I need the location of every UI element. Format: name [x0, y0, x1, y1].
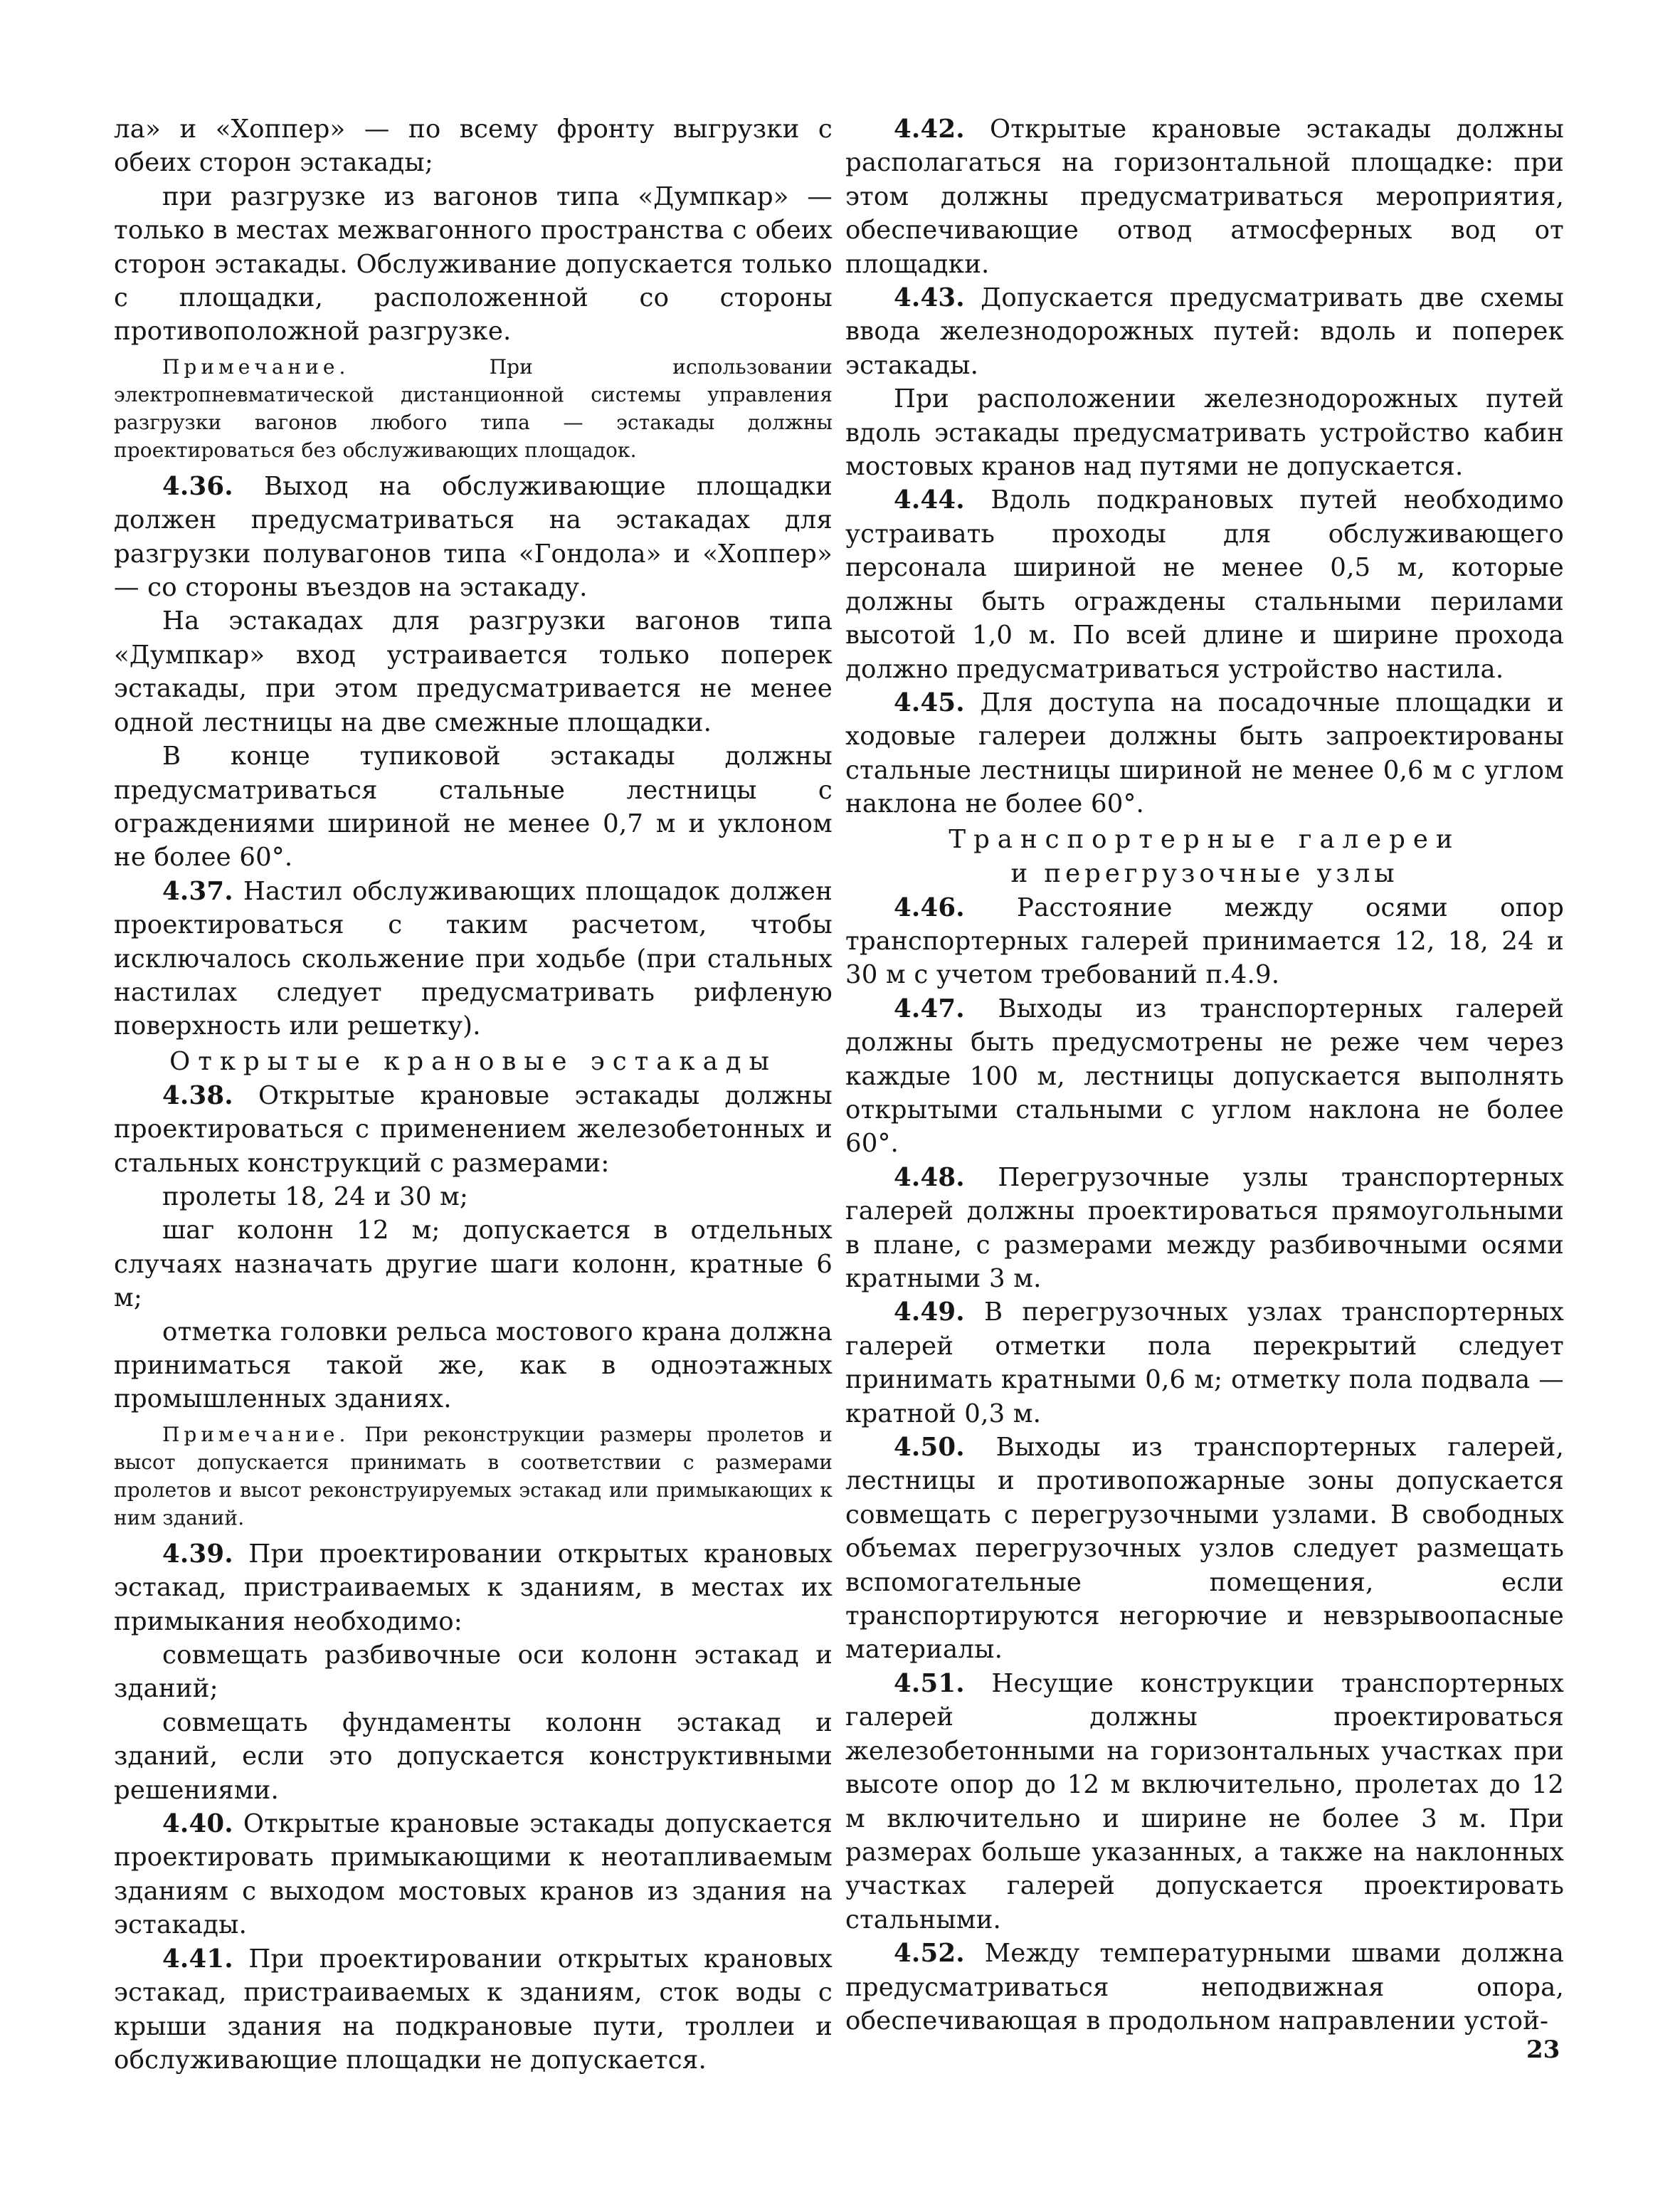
clause-number: 4.38.	[162, 1080, 233, 1110]
clause-4-43	[845, 281, 1564, 382]
clause-text: Для доступа на посадочные площадки и ходовые галереи должны быть запроектированы стальные лестницы шириной не менее 0,6 м с углом наклона не более 60°.	[845, 688, 1564, 819]
section-heading-line-1: Транспортерные галереи	[949, 824, 1461, 854]
clause-4-37	[114, 875, 833, 1043]
clause-text: При проектировании открытых крановых эстакад, пристраиваемых к зданиям, сток воды с крыши здания на подкрановые пути, троллеи и обслуживающие площадки не допускается.	[114, 1944, 833, 2075]
clause-4-40	[114, 1807, 833, 1942]
clause-4-41	[114, 1942, 833, 2078]
clause-text: Выходы из транспортерных галерей должны быть предусмотрены не реже чем через каждые 100 м, лестницы допускается выполнять открытыми стальными с углом наклона не более 60°.	[845, 994, 1564, 1159]
section-heading: Открытые крановые эстакады	[169, 1046, 777, 1076]
clause-number: 4.48.	[894, 1162, 965, 1192]
clause-number: 4.44.	[894, 485, 965, 515]
clause-4-45	[845, 686, 1564, 821]
note-text: При реконструкции размеры пролетов и высот допускается принимать в соответствии с размерами пролетов и высот реконструируемых эстакад или примыкающих к ним зданий.	[114, 1422, 833, 1530]
clause-4-39	[114, 1537, 833, 1638]
clause-text: Выход на обслуживающие площадки должен предусматриваться на эстакадах для разгрузки полувагонов типа «Гондола» и «Хоппер» — со стороны въездов на эстакаду.	[114, 471, 833, 603]
clause-text: Между температурными швами должна предусматриваться неподвижная опора, обеспечивающая в продольном направлении устой-	[845, 1939, 1564, 2036]
clause-text: Настил обслуживающих площадок должен проектироваться с таким расчетом, чтобы исключалось скольжение при ходьбе (при стальных настилах следует предусматривать рифленую поверхность или решетку).	[114, 876, 833, 1041]
clause-text: Расстояние между осями опор транспортерных галерей принимается 12, 18, 24 и 30 м с учетом требований п.4.9.	[845, 893, 1564, 990]
clause-4-51	[845, 1667, 1564, 1937]
clause-number: 4.36.	[162, 471, 233, 501]
clause-number: 4.51.	[894, 1668, 965, 1698]
paragraph: При расположении железнодорожных путей вдоль эстакады предусматривать устройство кабин мостовых кранов над путями не допускается.	[845, 384, 1564, 482]
paragraph: В конце тупиковой эстакады должны предусматриваться стальные лестницы с ограждениями шириной не менее 0,7 м и уклоном не более 60°.	[114, 742, 833, 873]
list-item: пролеты 18, 24 и 30 м;	[162, 1181, 469, 1211]
clause-text: Открытые крановые эстакады должны располагаться на горизонтальной площадке: при этом должны предусматриваться мероприятия, обеспечивающие отвод атмосферных вод от площадки.	[845, 115, 1564, 279]
list-item: шаг колонн 12 м; допускается в отдельных случаях назначать другие шаги колонн, кратные 6 м;	[114, 1216, 833, 1313]
note-label: Примечание.	[162, 1422, 350, 1446]
clause-text: В перегрузочных узлах транспортерных галерей отметки пола перекрытий следует принимать кратными 0,6 м; отметку пола подвала — кратной 0,3 м.	[845, 1297, 1564, 1428]
paragraph-continuation: ла» и «Хоппер» — по всему фронту выгрузки с обеих сторон эстакады;	[114, 115, 833, 178]
page-number: 23	[1526, 2036, 1560, 2064]
clause-4-44	[845, 483, 1564, 685]
clause-4-50	[845, 1431, 1564, 1667]
clause-number: 4.39.	[162, 1539, 233, 1569]
list-item: совмещать разбивочные оси колонн эстакад и зданий;	[114, 1641, 833, 1704]
clause-text: Вдоль подкрановых путей необходимо устраивать проходы для обслуживающего персонала шириной не менее 0,5 м, которые должны быть ограждены стальными перилами высотой 1,0 м. По всей длине и ширине прохода должно предусматриваться устройство настила.	[845, 485, 1564, 684]
clause-text: Несущие конструкции транспортерных галерей должны проектироваться железобетонными на горизонтальных участках при высоте опор до 12 м включительно, пролетах до 12 м включительно и ширине не более 3 м. При размерах больше указанных, а также на наклонных участках галерей допускается проектировать стальными.	[845, 1668, 1564, 1934]
clause-text: Перегрузочные узлы транспортерных галерей должны проектироваться прямоугольными в плане, с размерами между разбивочными осями кратными 3 м.	[845, 1162, 1564, 1293]
note	[114, 1421, 833, 1532]
list-item: совмещать фундаменты колонн эстакад и зданий, если это допускается конструктивными решениями.	[114, 1707, 833, 1805]
clause-4-42	[845, 112, 1564, 281]
clause-number: 4.46.	[894, 893, 965, 922]
clause-number: 4.52.	[894, 1939, 965, 1969]
clause-4-49	[845, 1295, 1564, 1431]
section-heading-line-2: и перегрузочные узлы	[1010, 858, 1399, 888]
clause-number: 4.40.	[162, 1809, 233, 1839]
left-column	[114, 112, 833, 2077]
clause-4-52	[845, 1937, 1564, 2038]
clause-4-36	[114, 470, 833, 605]
clause-4-46	[845, 891, 1564, 992]
note-label: Примечание.	[162, 354, 350, 379]
paragraph: при разгрузке из вагонов типа «Думпкар» — только в местах межвагонного пространства с обеих сторон эстакады. Обслуживание допускается только с площадки, расположенной со стороны противоположной разгрузке.	[114, 181, 833, 347]
right-column	[845, 112, 1564, 2038]
clause-number: 4.37.	[162, 876, 233, 906]
clause-4-47	[845, 992, 1564, 1161]
clause-text: При проектировании открытых крановых эстакад, пристраиваемых к зданиям, в местах их примыкания необходимо:	[114, 1539, 833, 1636]
clause-number: 4.49.	[894, 1297, 965, 1327]
clause-text: Открытые крановые эстакады допускается проектировать примыкающими к неотапливаемым зданиям с выходом мостовых кранов из здания на эстакады.	[114, 1809, 833, 1940]
clause-text: Открытые крановые эстакады должны проектироваться с применением железобетонных и стальных конструкций с размерами:	[114, 1080, 833, 1178]
note-text: При использовании электропневматической дистанционной системы управления разгрузки вагонов любого типа — эстакады должны проектироваться без обслуживающих площадок.	[114, 354, 833, 462]
clause-number: 4.41.	[162, 1944, 233, 1974]
note	[114, 353, 833, 464]
clause-4-48	[845, 1161, 1564, 1296]
clause-number: 4.43.	[894, 283, 965, 313]
clause-text: Выходы из транспортерных галерей, лестницы и противопожарные зоны допускается совмещать с перегрузочными узлами. В свободных объемах перегрузочных узлов следует размещать вспомогательные помещения, если транспортируются негорючие и невзрывоопасные материалы.	[845, 1433, 1564, 1665]
clause-number: 4.42.	[894, 115, 965, 144]
clause-number: 4.47.	[894, 994, 965, 1023]
clause-4-38	[114, 1079, 833, 1180]
list-item: отметка головки рельса мостового крана должна приниматься такой же, как в одноэтажных промышленных зданиях.	[114, 1317, 833, 1414]
clause-text: Допускается предусматривать две схемы ввода железнодорожных путей: вдоль и поперек эстакады.	[845, 283, 1564, 380]
clause-number: 4.45.	[894, 688, 965, 717]
clause-number: 4.50.	[894, 1433, 965, 1463]
paragraph: На эстакадах для разгрузки вагонов типа «Думпкар» вход устраивается только поперек эстакады, при этом предусматривается не менее одной лестницы на две смежные площадки.	[114, 606, 833, 737]
